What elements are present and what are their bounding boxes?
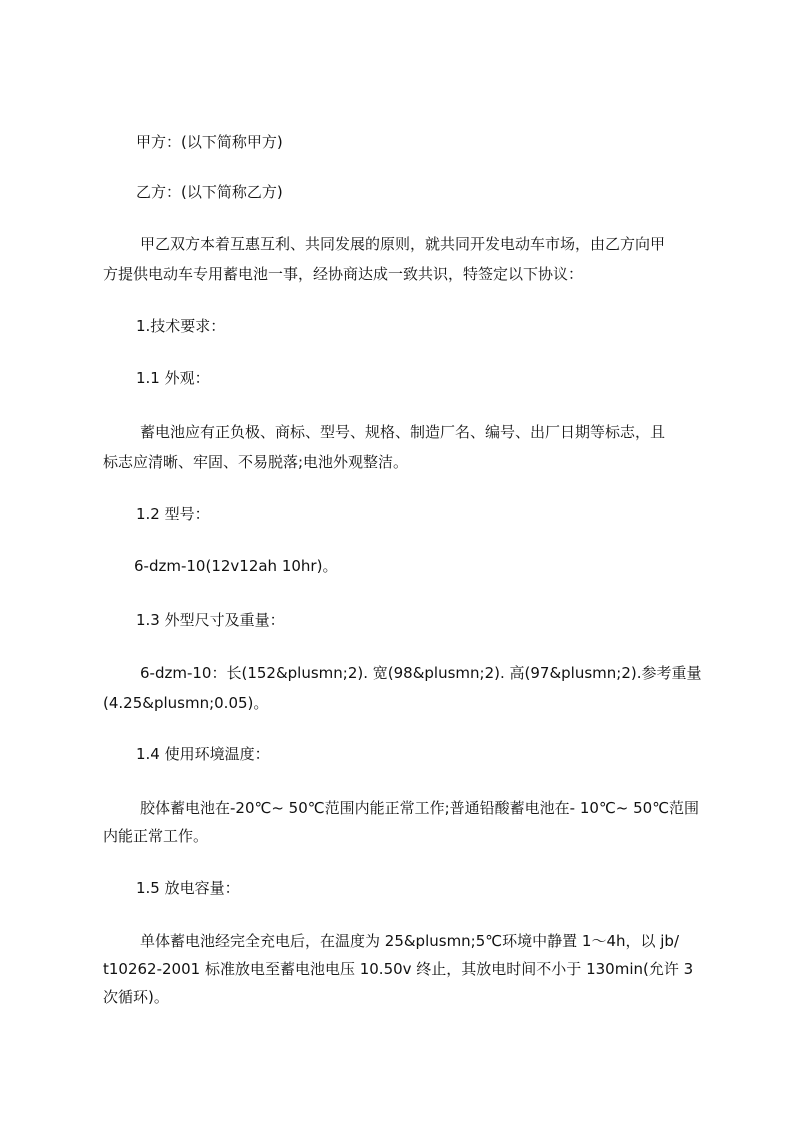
section-1-5-body-line3: 次循环)。 [103, 988, 169, 1006]
party-a-line: 甲方：(以下简称甲方) [136, 133, 283, 151]
section-1-5-title: 1.5 放电容量： [136, 879, 240, 897]
section-1-3-body-line2: (4.25&plusmn;0.05)。 [103, 694, 269, 712]
section-1-4-body-line1: 胶体蓄电池在-20℃~ 50℃范围内能正常工作;普通铅酸蓄电池在- 10℃~ 50℃范围 [140, 799, 700, 817]
section-1-5-body-line2: t10262-2001 标准放电至蓄电池电压 10.50v 终止，其放电时间不小于 130min(允许 3 [103, 960, 694, 978]
intro-paragraph-line2: 方提供电动车专用蓄电池一事，经协商达成一致共识，特签定以下协议： [103, 265, 584, 283]
section-1-1-title: 1.1 外观： [136, 369, 210, 387]
section-1-1-body-line1: 蓄电池应有正负极、商标、型号、规格、制造厂名、编号、出厂日期等标志，且 [140, 423, 666, 441]
section-1-4-body-line2: 内能正常工作。 [103, 827, 209, 845]
section-1-title: 1.技术要求： [136, 317, 226, 335]
party-b-line: 乙方：(以下简称乙方) [136, 183, 283, 201]
section-1-4-title: 1.4 使用环境温度： [136, 745, 270, 763]
section-1-2-title: 1.2 型号： [136, 505, 210, 523]
intro-paragraph-line1: 甲乙双方本着互惠互利、共同发展的原则，就共同开发电动车市场，由乙方向甲 [140, 235, 666, 253]
section-1-5-body-line1: 单体蓄电池经完全充电后，在温度为 25&plusmn;5℃环境中静置 1～4h，以 jb/ [140, 932, 679, 950]
section-1-1-body-line2: 标志应清晰、牢固、不易脱落;电池外观整洁。 [103, 453, 409, 471]
section-1-3-title: 1.3 外型尺寸及重量： [136, 611, 285, 629]
section-1-3-body-line1: 6-dzm-10：长(152&plusmn;2). 宽(98&plusmn;2). 高(97&plusmn;2).参考重量 [140, 664, 702, 682]
section-1-2-body: 6-dzm-10(12v12ah 10hr)。 [134, 557, 338, 575]
